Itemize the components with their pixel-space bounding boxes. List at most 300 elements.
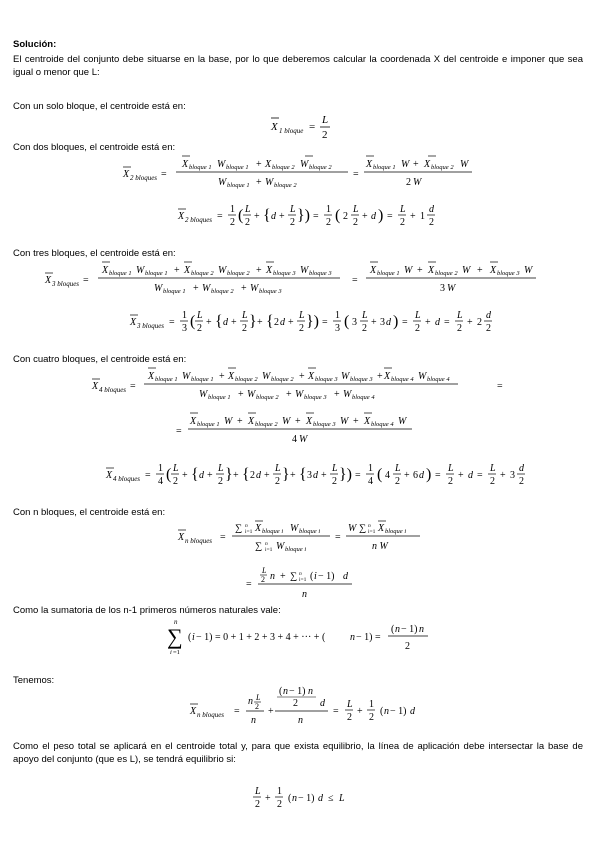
svg-text:=: =	[355, 470, 361, 481]
svg-text:+: +	[371, 317, 377, 328]
svg-text:L: L	[490, 463, 496, 474]
svg-text:(: (	[279, 686, 283, 697]
equation-sum	[0, 618, 599, 658]
svg-text:4: 4	[385, 470, 390, 481]
equation-3a	[0, 259, 599, 299]
svg-text:∑: ∑	[167, 624, 183, 649]
svg-text:d: d	[223, 317, 228, 328]
svg-text:L: L	[362, 310, 368, 321]
svg-text:+: +	[280, 571, 286, 582]
svg-text:bloque 1: bloque 1	[373, 164, 396, 171]
svg-text:W: W	[217, 159, 226, 170]
svg-text:d: d	[429, 204, 434, 215]
svg-text:=: =	[169, 317, 175, 328]
svg-text:L: L	[457, 310, 463, 321]
svg-text:=: =	[333, 706, 339, 717]
svg-text:4 bloques: 4 bloques	[113, 475, 141, 483]
svg-text:L: L	[353, 204, 359, 215]
svg-text:=: =	[83, 275, 89, 286]
svg-text:3: 3	[440, 283, 445, 294]
svg-text:2: 2	[477, 317, 482, 328]
svg-text:d: d	[486, 310, 491, 321]
svg-text:∑: ∑	[359, 523, 367, 534]
svg-text:2: 2	[242, 323, 247, 334]
svg-text:W: W	[154, 283, 163, 294]
svg-text:+: +	[174, 265, 180, 276]
svg-text:bloque 4: bloque 4	[391, 376, 414, 383]
svg-text:bloque 2: bloque 2	[255, 421, 278, 428]
svg-text:X: X	[182, 159, 189, 170]
svg-text:+: +	[256, 159, 262, 170]
svg-text:bloque 1: bloque 1	[197, 421, 220, 428]
svg-text:i=1: i=1	[265, 547, 273, 553]
svg-text:): )	[378, 207, 384, 224]
case4-label: Con cuatro bloques, el centroide está en:	[13, 354, 187, 365]
svg-text:X: X	[364, 416, 371, 427]
svg-text:∑: ∑	[255, 541, 263, 552]
sum-label: Como la sumatoria de los n-1 primeros números naturales vale:	[13, 605, 281, 616]
svg-text:+: +	[206, 317, 212, 328]
svg-text:X: X	[248, 416, 255, 427]
svg-text:}): })	[339, 466, 353, 483]
svg-text:− 1) = 0 + 1 + 2 + 3 + 4 + ···: − 1) = 0 + 1 + 2 + 3 + 4 + ··· + (	[196, 632, 326, 643]
svg-text:d: d	[386, 317, 391, 328]
svg-text:n bloques: n bloques	[197, 711, 225, 719]
svg-text:=: =	[435, 470, 441, 481]
svg-text:+: +	[357, 706, 363, 717]
intro-paragraph: El centroide del conjunto debe situarse en la base, por lo que deberemos calcular la coordenada X del centroide e imponer que sea igual o menor que L:	[13, 54, 583, 78]
svg-text:2: 2	[274, 317, 279, 328]
svg-text:n: n	[384, 706, 389, 717]
svg-text:X: X	[308, 371, 315, 382]
svg-text:X: X	[92, 381, 99, 392]
svg-text:+: +	[288, 317, 294, 328]
svg-text:+: +	[182, 470, 188, 481]
svg-text:L: L	[347, 699, 353, 710]
svg-text:d: d	[313, 470, 318, 481]
svg-text:): )	[393, 313, 399, 330]
svg-text:bloque 1: bloque 1	[208, 394, 231, 401]
svg-text:}: }	[249, 313, 257, 330]
svg-text:3: 3	[182, 323, 187, 334]
svg-text:W: W	[299, 434, 308, 445]
svg-text:2: 2	[429, 217, 434, 228]
svg-text:2: 2	[173, 476, 178, 487]
svg-text:+: +	[295, 416, 301, 427]
svg-text:2: 2	[245, 217, 250, 228]
svg-text:W: W	[295, 389, 304, 400]
svg-text:∑: ∑	[235, 523, 243, 534]
svg-text:6: 6	[413, 470, 418, 481]
svg-text:2: 2	[250, 470, 255, 481]
svg-text:=: =	[477, 470, 483, 481]
svg-text:d: d	[435, 317, 440, 328]
svg-text:− 1): − 1)	[289, 686, 306, 697]
svg-text:+: +	[256, 177, 262, 188]
svg-text:+: +	[353, 416, 359, 427]
svg-text:bloque 2: bloque 2	[431, 164, 454, 171]
svg-text:L: L	[173, 463, 179, 474]
svg-text:d: d	[199, 470, 204, 481]
svg-text:d: d	[320, 698, 325, 709]
svg-text:L: L	[245, 204, 251, 215]
svg-text:bloque i: bloque i	[385, 528, 407, 535]
svg-text:3: 3	[352, 317, 357, 328]
svg-text:d: d	[410, 706, 415, 717]
svg-text:+: +	[321, 470, 327, 481]
equation-nb	[0, 563, 599, 603]
case3-label: Con tres bloques, el centroide está en:	[13, 248, 176, 259]
svg-text:W: W	[276, 541, 285, 552]
svg-text:bloque 3: bloque 3	[497, 270, 520, 277]
svg-text:i: i	[314, 571, 317, 582]
svg-text:bloque i: bloque i	[285, 546, 307, 553]
svg-text:W: W	[524, 265, 533, 276]
svg-text:∑: ∑	[290, 571, 298, 582]
svg-text:X: X	[184, 265, 191, 276]
svg-text:W: W	[413, 177, 422, 188]
svg-text:2: 2	[218, 476, 223, 487]
svg-text:2: 2	[415, 323, 420, 334]
svg-text:2: 2	[277, 799, 282, 810]
svg-text:X: X	[102, 265, 109, 276]
svg-text:W: W	[182, 371, 191, 382]
svg-text:X: X	[266, 265, 273, 276]
svg-text:+: +	[286, 389, 292, 400]
svg-text:2: 2	[293, 698, 298, 709]
svg-text:4: 4	[368, 476, 373, 487]
svg-text:X: X	[148, 371, 155, 382]
svg-text:i=1: i=1	[299, 577, 307, 583]
svg-text:+: +	[265, 793, 271, 804]
svg-text:W: W	[199, 389, 208, 400]
svg-text:n: n	[368, 523, 371, 529]
svg-text:L: L	[299, 310, 305, 321]
svg-text:2: 2	[519, 476, 524, 487]
svg-text:bloque 3: bloque 3	[304, 394, 327, 401]
equation-na	[0, 518, 599, 558]
svg-text:2: 2	[448, 476, 453, 487]
svg-text:(: (	[377, 466, 383, 483]
svg-text:1 bloque: 1 bloque	[279, 127, 304, 135]
svg-text:1: 1	[230, 204, 235, 215]
svg-text:2: 2	[406, 177, 411, 188]
svg-text:X: X	[130, 317, 137, 328]
svg-text:W: W	[224, 416, 233, 427]
svg-text:d: d	[271, 211, 276, 222]
svg-text:3: 3	[380, 317, 385, 328]
svg-text:=: =	[220, 532, 226, 543]
svg-text:2 bloques: 2 bloques	[130, 174, 158, 182]
heading: Solución:	[13, 39, 57, 50]
svg-text:L: L	[322, 114, 329, 126]
svg-text:d: d	[343, 571, 348, 582]
svg-text:n bloques: n bloques	[185, 537, 213, 545]
svg-text:2: 2	[290, 217, 295, 228]
svg-text:L: L	[256, 693, 261, 702]
svg-text:+: +	[413, 159, 419, 170]
svg-text:≤: ≤	[328, 793, 334, 804]
svg-text:d: d	[318, 793, 323, 804]
svg-text:bloque 2: bloque 2	[274, 182, 297, 189]
svg-text:X: X	[190, 706, 197, 717]
svg-text:2: 2	[405, 641, 410, 652]
svg-text:X: X	[306, 416, 313, 427]
svg-text:(: (	[344, 313, 350, 330]
svg-text:=: =	[402, 317, 408, 328]
svg-text:2: 2	[457, 323, 462, 334]
svg-text:2: 2	[343, 211, 348, 222]
svg-text:bloque 1: bloque 1	[109, 270, 132, 277]
casen-label: Con n bloques, el centroide está en:	[13, 507, 166, 518]
svg-text:n: n	[419, 624, 424, 635]
svg-text:W: W	[202, 283, 211, 294]
svg-text:2: 2	[332, 476, 337, 487]
equation-4a	[0, 365, 599, 405]
svg-text:d: d	[371, 211, 376, 222]
svg-text:X: X	[366, 159, 373, 170]
svg-text:2 bloques: 2 bloques	[185, 216, 213, 224]
svg-text:W: W	[300, 265, 309, 276]
svg-text:1: 1	[277, 786, 282, 797]
svg-text:+: +	[238, 389, 244, 400]
svg-text:+: +	[500, 470, 506, 481]
svg-text:2: 2	[230, 217, 235, 228]
svg-text:W: W	[282, 416, 291, 427]
svg-text:bloque 3: bloque 3	[259, 288, 282, 295]
svg-text:+: +	[458, 470, 464, 481]
svg-text:n: n	[299, 571, 302, 577]
svg-text:3: 3	[510, 470, 515, 481]
svg-text:W: W	[262, 371, 271, 382]
svg-text:{: {	[242, 466, 250, 483]
svg-text:d: d	[468, 470, 473, 481]
svg-text:X: X	[271, 121, 278, 133]
svg-text:L: L	[332, 463, 338, 474]
svg-text:(: (	[238, 207, 244, 224]
svg-text:+: +	[233, 470, 239, 481]
svg-text:W: W	[462, 265, 471, 276]
svg-text:4 bloques: 4 bloques	[99, 386, 127, 394]
svg-text:bloque 2: bloque 2	[272, 164, 295, 171]
svg-text:2: 2	[261, 575, 265, 584]
svg-text:=: =	[352, 275, 358, 286]
svg-text:(: (	[380, 706, 384, 717]
svg-text:3: 3	[335, 323, 340, 334]
svg-text:X: X	[370, 265, 377, 276]
svg-text:=: =	[145, 470, 151, 481]
svg-text:bloque 2: bloque 2	[227, 270, 250, 277]
svg-text:(: (	[335, 207, 341, 224]
svg-text:}: }	[282, 466, 290, 483]
svg-text:W: W	[341, 371, 350, 382]
svg-text:bloque 1: bloque 1	[189, 164, 212, 171]
svg-text:i: i	[192, 632, 195, 643]
svg-text:3 bloques: 3 bloques	[52, 280, 80, 288]
svg-text:L: L	[197, 310, 203, 321]
svg-text:1: 1	[368, 463, 373, 474]
equation-4b	[0, 410, 599, 450]
svg-text:{: {	[266, 313, 274, 330]
svg-text:bloque 1: bloque 1	[191, 376, 214, 383]
svg-text:+: +	[241, 283, 247, 294]
svg-text:d: d	[256, 470, 261, 481]
svg-text:=: =	[497, 381, 503, 392]
svg-text:2: 2	[369, 712, 374, 723]
svg-text:1: 1	[335, 310, 340, 321]
svg-text:W: W	[250, 283, 259, 294]
svg-text:+: +	[410, 211, 416, 222]
svg-text:X: X	[190, 416, 197, 427]
svg-text:=1: =1	[173, 649, 180, 656]
svg-text:bloque 4: bloque 4	[352, 394, 375, 401]
svg-text:− 1): − 1)	[390, 706, 407, 717]
svg-text:(: (	[310, 571, 314, 582]
svg-text:n: n	[283, 686, 288, 697]
svg-text:L: L	[339, 793, 345, 804]
svg-text:n: n	[308, 686, 313, 697]
svg-text:W: W	[447, 283, 456, 294]
svg-text:L: L	[242, 310, 248, 321]
svg-text:X: X	[384, 371, 391, 382]
svg-text:+: +	[299, 371, 305, 382]
svg-text:{: {	[191, 466, 199, 483]
svg-text:bloque 3: bloque 3	[273, 270, 296, 277]
svg-text:L: L	[255, 786, 261, 797]
svg-text:d: d	[280, 317, 285, 328]
tenemos-label: Tenemos:	[13, 675, 55, 686]
svg-text:2: 2	[347, 712, 352, 723]
svg-text:bloque 3: bloque 3	[315, 376, 338, 383]
svg-text:{: {	[263, 207, 271, 224]
svg-text:2: 2	[255, 702, 259, 711]
svg-text:bloque 3: bloque 3	[313, 421, 336, 428]
svg-text:(: (	[288, 793, 292, 804]
svg-text:L: L	[290, 204, 296, 215]
svg-text:}): })	[306, 313, 320, 330]
svg-text:=: =	[161, 169, 167, 180]
svg-text:L: L	[415, 310, 421, 321]
svg-text:2: 2	[353, 217, 358, 228]
svg-text:bloque 1: bloque 1	[377, 270, 400, 277]
svg-text:2: 2	[490, 476, 495, 487]
svg-text:+: +	[290, 470, 296, 481]
svg-text:=: =	[130, 381, 136, 392]
svg-text:− 1) =: − 1) =	[356, 632, 381, 643]
svg-text:1: 1	[369, 699, 374, 710]
svg-text:3 bloques: 3 bloques	[137, 322, 165, 330]
svg-text:4: 4	[292, 434, 297, 445]
svg-text:d: d	[519, 463, 524, 474]
svg-text:L: L	[218, 463, 224, 474]
svg-text:W: W	[300, 159, 309, 170]
svg-text:+: +	[254, 211, 260, 222]
svg-text:L: L	[400, 204, 406, 215]
equation-final	[0, 782, 599, 822]
svg-text:X: X	[255, 523, 262, 534]
svg-text:+: +	[425, 317, 431, 328]
svg-text:2: 2	[255, 799, 260, 810]
svg-text:2: 2	[275, 476, 280, 487]
svg-text:X: X	[178, 532, 185, 543]
svg-text:X: X	[178, 211, 185, 222]
svg-text:i: i	[170, 649, 172, 656]
svg-text:n W: n W	[372, 541, 388, 552]
svg-text:+: +	[193, 283, 199, 294]
equation-4c	[0, 457, 599, 497]
svg-text:W: W	[218, 177, 227, 188]
svg-text:{: {	[215, 313, 223, 330]
svg-text:L: L	[275, 463, 281, 474]
svg-text:n: n	[298, 715, 303, 726]
svg-text:W: W	[247, 389, 256, 400]
equation-2a	[0, 153, 599, 193]
svg-text:2: 2	[395, 476, 400, 487]
svg-text:bloque 2: bloque 2	[309, 164, 332, 171]
svg-text:=: =	[387, 211, 393, 222]
svg-text:bloque i: bloque i	[299, 528, 321, 535]
svg-text:3: 3	[307, 470, 312, 481]
svg-text:W: W	[460, 159, 469, 170]
equation-tenemos	[0, 686, 599, 726]
svg-text:+: +	[279, 211, 285, 222]
svg-text:=: =	[444, 317, 450, 328]
svg-text:W: W	[265, 177, 274, 188]
svg-text:X: X	[45, 275, 52, 286]
svg-text:=: =	[246, 579, 252, 590]
equation-2b	[0, 198, 599, 238]
svg-text:+: +	[477, 265, 483, 276]
svg-text:(: (	[391, 624, 395, 635]
svg-text:W: W	[418, 371, 427, 382]
svg-text:i=1: i=1	[368, 529, 376, 535]
svg-text:}: }	[225, 466, 233, 483]
svg-text:n: n	[245, 523, 248, 529]
svg-text:bloque 4: bloque 4	[427, 376, 450, 383]
svg-text:+: +	[231, 317, 237, 328]
case1-label: Con un solo bloque, el centroide está en:	[13, 101, 186, 112]
svg-text:L: L	[262, 566, 267, 575]
equation-3b	[0, 304, 599, 344]
svg-text:W: W	[348, 523, 357, 534]
svg-text:=: =	[322, 317, 328, 328]
svg-text:+: +	[207, 470, 213, 481]
svg-text:bloque 2: bloque 2	[271, 376, 294, 383]
svg-text:+: +	[362, 211, 368, 222]
svg-text:=: =	[313, 211, 319, 222]
svg-text:n: n	[270, 571, 275, 582]
svg-text:+: +	[417, 265, 423, 276]
svg-text:bloque 1: bloque 1	[155, 376, 178, 383]
svg-text:4: 4	[158, 476, 163, 487]
svg-text:(: (	[166, 466, 172, 483]
svg-text:bloque 2: bloque 2	[235, 376, 258, 383]
svg-text:+: +	[377, 371, 383, 382]
svg-text:{: {	[299, 466, 307, 483]
svg-text:− 1): − 1)	[318, 571, 335, 582]
svg-text:bloque 4: bloque 4	[371, 421, 394, 428]
svg-text:n: n	[174, 618, 178, 626]
svg-text:+: +	[334, 389, 340, 400]
svg-text:1: 1	[182, 310, 187, 321]
svg-text:+: +	[268, 706, 274, 717]
svg-text:W: W	[136, 265, 145, 276]
svg-text:X: X	[106, 470, 113, 481]
svg-text:bloque 2: bloque 2	[435, 270, 458, 277]
svg-text:n: n	[292, 793, 297, 804]
svg-text:W: W	[218, 265, 227, 276]
svg-text:+: +	[219, 371, 225, 382]
